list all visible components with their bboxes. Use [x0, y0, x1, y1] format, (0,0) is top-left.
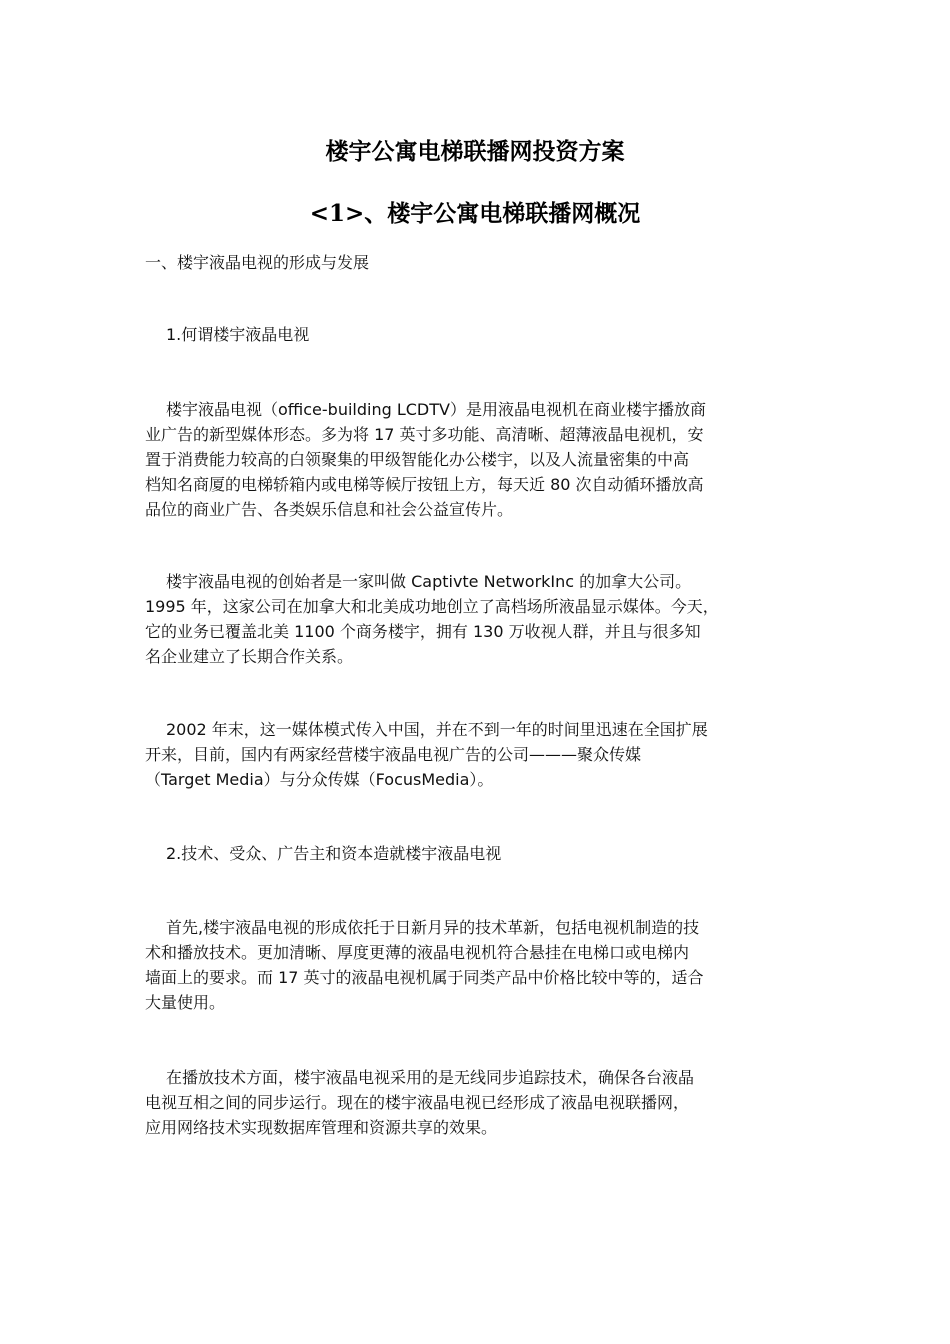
paragraph-line: （Target Media）与分众传媒（FocusMedia）。	[145, 770, 494, 789]
section-heading: 一、楼宇液晶电视的形成与发展	[145, 253, 370, 272]
paragraph-line: 名企业建立了长期合作关系。	[145, 647, 354, 666]
paragraph-line: 品位的商业广告、各类娱乐信息和社会公益宣传片。	[145, 500, 514, 519]
paragraph-line: 档知名商厦的电梯轿箱内或电梯等候厅按钮上方，每天近 80 次自动循环播放高	[145, 475, 704, 494]
paragraph-line: 首先,楼宇液晶电视的形成依托于日新月异的技术革新，包括电视机制造的技	[166, 918, 700, 937]
paragraph-line: 楼宇液晶电视的创始者是一家叫做 Captivte NetworkInc 的加拿大公司。	[166, 572, 692, 591]
paragraph-line: 业广告的新型媒体形态。多为将 17 英寸多功能、高清晰、超薄液晶电视机，安	[145, 425, 704, 444]
document-subtitle: <1>、楼宇公寓电梯联播网概况	[309, 200, 641, 227]
paragraph-line: 墙面上的要求。而 17 英寸的液晶电视机属于同类产品中价格比较中等的，适合	[145, 968, 704, 987]
paragraph-1	[145, 397, 817, 522]
paragraph-line: 大量使用。	[145, 993, 226, 1012]
paragraph-line: 它的业务已覆盖北美 1100 个商务楼宇，拥有 130 万收视人群，并且与很多知	[145, 622, 701, 641]
paragraph-line: 开来，目前，国内有两家经营楼宇液晶电视广告的公司———聚众传媒	[145, 745, 642, 764]
paragraph-4	[145, 915, 817, 1015]
paragraph-2	[145, 569, 817, 669]
paragraph-5	[145, 1065, 817, 1140]
paragraph-line: 在播放技术方面，楼宇液晶电视采用的是无线同步追踪技术，确保各台液晶	[166, 1068, 695, 1087]
paragraph-line: 电视互相之间的同步运行。现在的楼宇液晶电视已经形成了液晶电视联播网，	[145, 1093, 690, 1112]
paragraph-line: 术和播放技术。更加清晰、厚度更薄的液晶电视机符合悬挂在电梯口或电梯内	[145, 943, 690, 962]
paragraph-line: 2002 年末，这一媒体模式传入中国，并在不到一年的时间里迅速在全国扩展	[166, 720, 708, 739]
paragraph-3	[145, 717, 817, 792]
document-title: 楼宇公寓电梯联播网投资方案	[325, 138, 625, 165]
paragraph-line: 置于消费能力较高的白领聚集的甲级智能化办公楼宇，以及人流量密集的中高	[145, 450, 690, 469]
subsection-heading-1: 1.何谓楼宇液晶电视	[166, 325, 310, 344]
paragraph-line: 楼宇液晶电视（office-building LCDTV）是用液晶电视机在商业楼宇播放商	[166, 400, 706, 419]
subsection-heading-2: 2.技术、受众、广告主和资本造就楼宇液晶电视	[166, 844, 502, 863]
paragraph-line: 1995 年，这家公司在加拿大和北美成功地创立了高档场所液晶显示媒体。今天，	[145, 597, 719, 616]
paragraph-line: 应用网络技术实现数据库管理和资源共享的效果。	[145, 1118, 498, 1137]
